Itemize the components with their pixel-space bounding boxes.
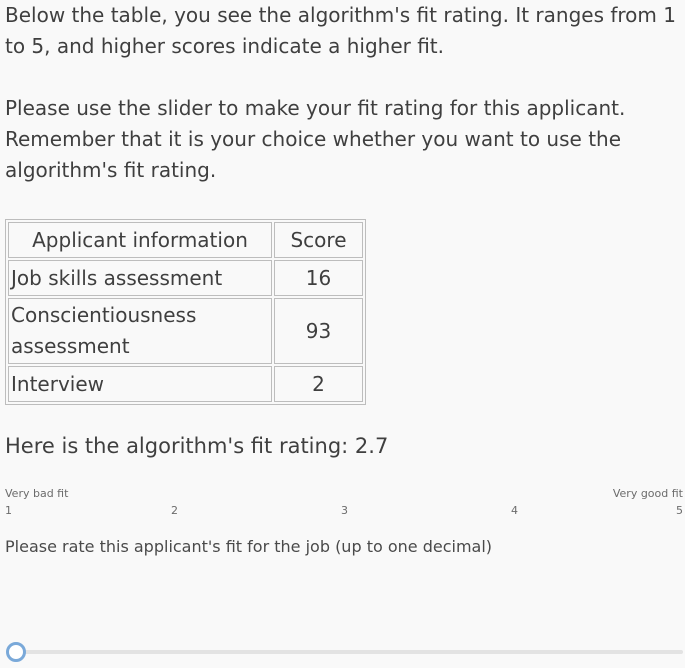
table-row <box>8 298 363 364</box>
table-row <box>8 260 363 296</box>
fit-rating-slider-track[interactable] <box>10 650 683 654</box>
table-header-row <box>8 222 363 258</box>
instruction-paragraph-1: Below the table, you see the algorithm's fit rating. It ranges from 1 to 5, and higher scores indicate a higher fit. <box>5 3 676 58</box>
slider-tick-4: 4 <box>511 504 518 517</box>
slider-tick-2: 2 <box>171 504 178 517</box>
row-label-job-skills: Job skills assessment <box>8 260 272 296</box>
slider-right-label: Very good fit <box>612 487 683 500</box>
slider-left-label: Very bad fit <box>5 487 69 500</box>
column-header-score: Score <box>274 222 363 258</box>
instruction-paragraph-2: Please use the slider to make your fit rating for this applicant. Remember that it is your choice whether you want to use the algorithm's fit rating. <box>5 96 626 182</box>
slider-tick-3: 3 <box>341 504 348 517</box>
slider-question: Please rate this applicant's fit for the job (up to one decimal) <box>5 537 493 556</box>
row-score-interview: 2 <box>274 366 363 402</box>
applicant-score-table <box>5 219 366 405</box>
row-score-job-skills: 16 <box>274 260 363 296</box>
column-header-applicant-information: Applicant information <box>8 222 272 258</box>
slider-tick-1: 1 <box>5 504 12 517</box>
algorithm-fit-rating: Here is the algorithm's fit rating: 2.7 <box>5 434 389 458</box>
slider-tick-5: 5 <box>676 504 683 517</box>
table-row <box>8 366 363 402</box>
row-score-conscientiousness: 93 <box>274 298 363 364</box>
row-label-conscientiousness: Conscientiousness assessment <box>8 298 272 364</box>
fit-rating-slider-handle[interactable] <box>6 642 26 662</box>
row-label-interview: Interview <box>8 366 272 402</box>
